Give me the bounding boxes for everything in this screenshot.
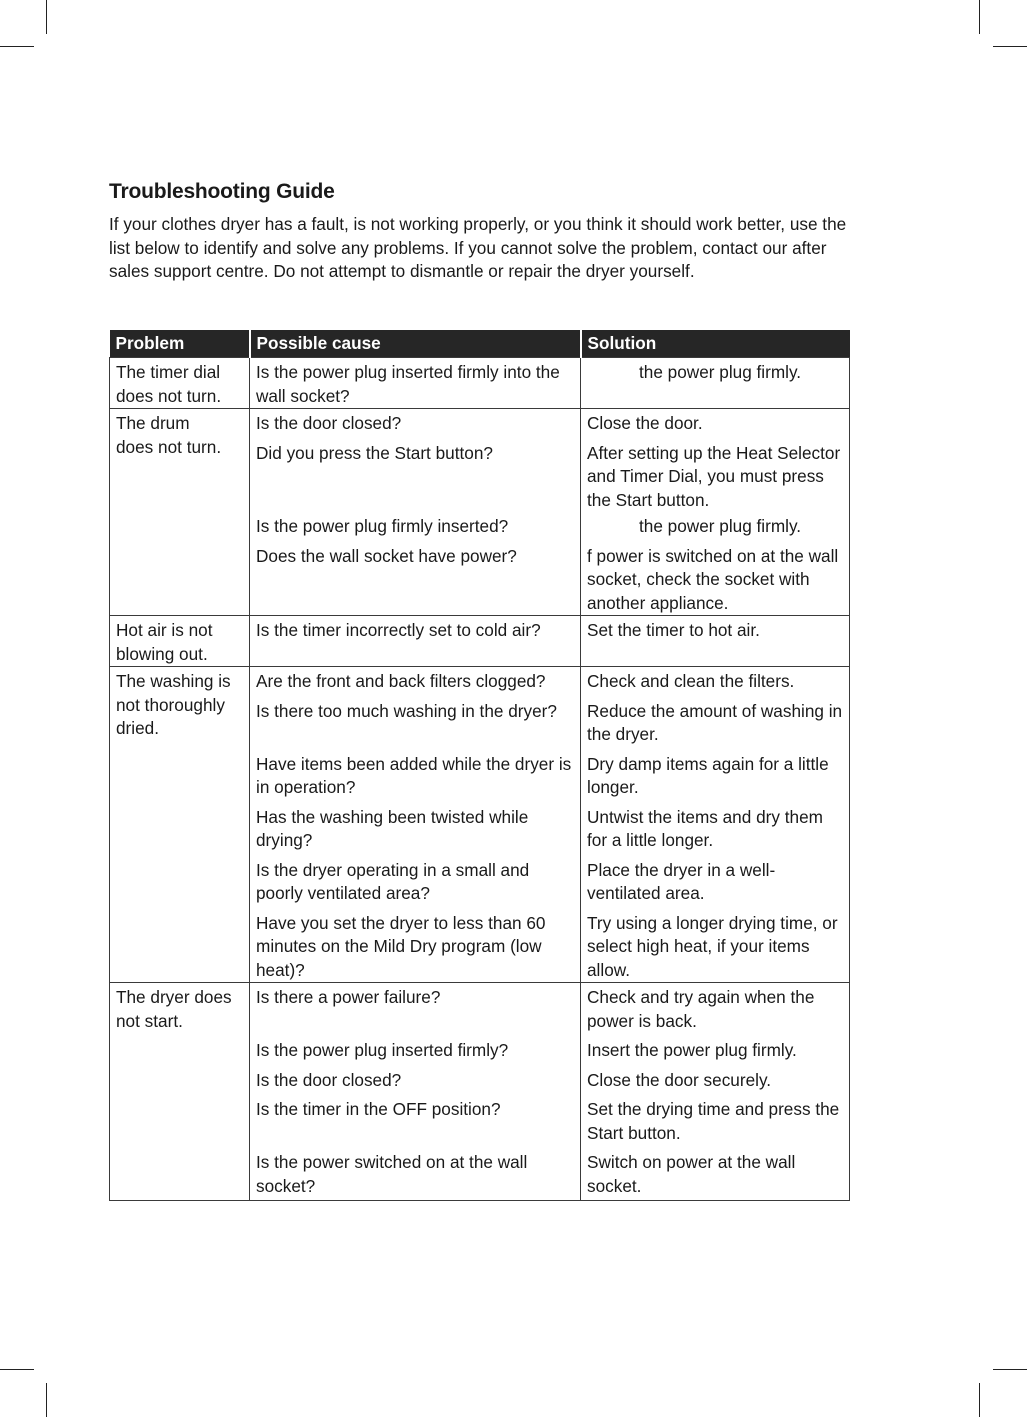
cause-cell: Is the power plug inserted firmly into the wall socket?	[250, 358, 581, 409]
cause-cell: Did you press the Start button?	[250, 436, 581, 513]
cause-cell: Is the power switched on at the wall socket?	[250, 1145, 581, 1201]
cause-cell: Have items been added while the dryer is in operation?	[250, 747, 581, 800]
solution-cell: f power is switched on at the wall socket, check the socket with another appliance.	[581, 539, 850, 616]
solution-cell: Dry damp items again for a little longer.	[581, 747, 850, 800]
cause-cell: Is the power plug firmly inserted?	[250, 512, 581, 539]
cause-cell: Has the washing been twisted while drying?	[250, 800, 581, 853]
crop-mark	[993, 1369, 1027, 1370]
solution-cell: Close the door.	[581, 409, 850, 436]
problem-cell: The washing is not thoroughly dried.	[110, 667, 250, 983]
solution-cell: Check and clean the filters.	[581, 667, 850, 694]
crop-mark	[0, 46, 34, 47]
solution-cell: Switch on power at the wall socket.	[581, 1145, 850, 1201]
solution-cell: After setting up the Heat Selector and Timer Dial, you must press the Start button.	[581, 436, 850, 513]
problem-cell: Hot air is not blowing out.	[110, 616, 250, 667]
solution-cell: Reduce the amount of washing in the dryer.	[581, 694, 850, 747]
solution-cell: Check and try again when the power is back.	[581, 983, 850, 1034]
table-row	[110, 358, 850, 409]
crop-mark	[46, 0, 47, 34]
crop-mark	[979, 0, 980, 34]
crop-mark	[0, 1369, 34, 1370]
solution-cell: Place the dryer in a well-ventilated area.	[581, 853, 850, 906]
table-row	[110, 983, 850, 1034]
cause-cell: Is there a power failure?	[250, 983, 581, 1034]
problem-cell: The dryer does not start.	[110, 983, 250, 1201]
table-header	[110, 330, 850, 358]
cause-cell: Is the power plug inserted firmly?	[250, 1033, 581, 1063]
problem-cell: The drum does not turn.	[110, 409, 250, 616]
solution-cell: Close the door securely.	[581, 1063, 850, 1093]
solution-cell: Untwist the items and dry them for a little longer.	[581, 800, 850, 853]
crop-mark	[46, 1383, 47, 1417]
header-possible-cause: Possible cause	[250, 330, 581, 358]
crop-mark	[993, 46, 1027, 47]
table-body	[110, 358, 850, 1201]
page-title: Troubleshooting Guide	[109, 180, 335, 203]
cause-cell: Is the dryer operating in a small and poorly ventilated area?	[250, 853, 581, 906]
troubleshooting-table	[109, 330, 850, 1201]
cause-cell: Is the timer incorrectly set to cold air?	[250, 616, 581, 667]
cause-cell: Have you set the dryer to less than 60 minutes on the Mild Dry program (low heat)?	[250, 906, 581, 983]
table-row	[110, 616, 850, 667]
solution-cell: Try using a longer drying time, or select high heat, if your items allow.	[581, 906, 850, 983]
table-row	[110, 409, 850, 436]
solution-cell: Insert the power plug firmly.	[581, 1033, 850, 1063]
header-solution: Solution	[581, 330, 850, 358]
intro-paragraph: If your clothes dryer has a fault, is not working properly, or you think it should work better, use the list below to identify and solve any problems. If you cannot solve the problem, contact our after sales support centre. Do not attempt to dismantle or repair the dryer yourself.	[109, 214, 847, 281]
problem-cell: The timer dial does not turn.	[110, 358, 250, 409]
cause-cell: Is the door closed?	[250, 1063, 581, 1093]
cause-cell: Does the wall socket have power?	[250, 539, 581, 616]
cause-cell: Is the timer in the OFF position?	[250, 1092, 581, 1145]
solution-cell: Set the timer to hot air.	[581, 616, 850, 667]
solution-cell: Set the drying time and press the Start button.	[581, 1092, 850, 1145]
cause-cell: Is the door closed?	[250, 409, 581, 436]
table-row	[110, 667, 850, 694]
header-problem: Problem	[110, 330, 250, 358]
crop-mark	[979, 1383, 980, 1417]
solution-cell: the power plug firmly.	[581, 358, 850, 409]
cause-cell: Are the front and back filters clogged?	[250, 667, 581, 694]
cause-cell: Is there too much washing in the dryer?	[250, 694, 581, 747]
solution-cell: the power plug firmly.	[581, 512, 850, 539]
